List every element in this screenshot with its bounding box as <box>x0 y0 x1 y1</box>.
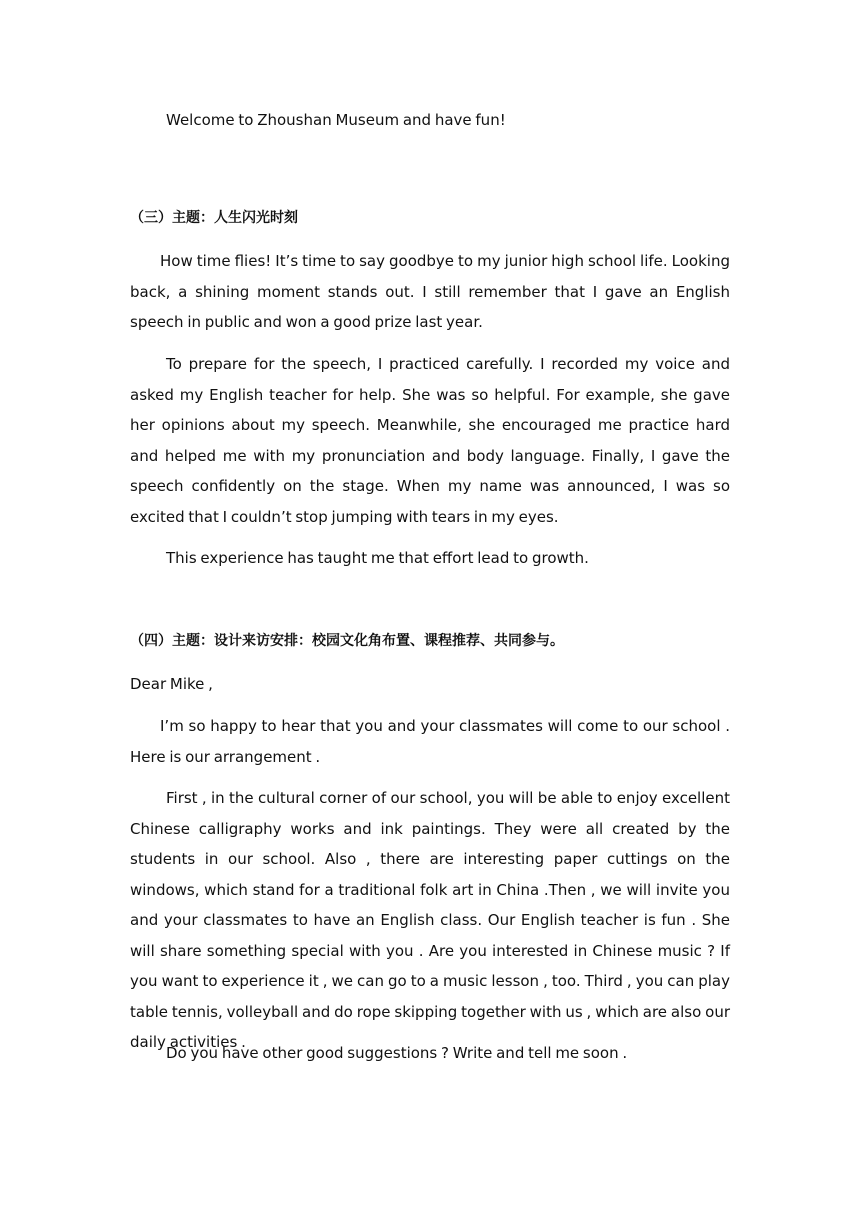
letter-salutation: Dear Mike , <box>130 675 213 693</box>
section-3-paragraph-1: How time flies! It’s time to say goodbye to my junior high school life. Looking back, a shining moment stands out. I still remember that I gave an English speech in public and won a good prize last year. <box>130 252 730 331</box>
letter-paragraph-1: I’m so happy to hear that you and your classmates will come to our school . Here is our arrangement . <box>130 717 730 766</box>
section-4-heading: （四）主题：设计来访安排：校园文化角布置、课程推荐、共同参与。 <box>130 633 564 649</box>
letter-paragraph-3: Do you have other good suggestions ? Write and tell me soon . <box>166 1044 628 1062</box>
museum-closing-line: Welcome to Zhoushan Museum and have fun! <box>166 111 506 129</box>
letter-paragraph-2: First , in the cultural corner of our school, you will be able to enjoy excellent Chinese calligraphy works and ink paintings. They were all created by the students in our school. Also , there are interesting paper cuttings on the windows, which stand for a traditional folk art in China .Then , we will invite you and your classmates to have an English class. Our English teacher is fun . She will share something special with you . Are you interested in Chinese music ? If you want to experience it , we can go to a music lesson , too. Third , you can play table tennis, volleyball and do rope skipping together with us , which are also our daily activities . <box>130 789 730 1051</box>
section-3-paragraph-2: To prepare for the speech, I practiced carefully. I recorded my voice and asked my English teacher for help. She was so helpful. For example, she gave her opinions about my speech. Meanwhile, she encouraged me practice hard and helped me with my pronunciation and body language. Finally, I gave the speech confidently on the stage. When my name was announced, I was so excited that I couldn’t stop jumping with tears in my eyes. <box>130 355 730 526</box>
section-3-paragraph-3: This experience has taught me that effort lead to growth. <box>166 549 589 567</box>
section-3-heading: （三）主题：人生闪光时刻 <box>130 210 298 226</box>
